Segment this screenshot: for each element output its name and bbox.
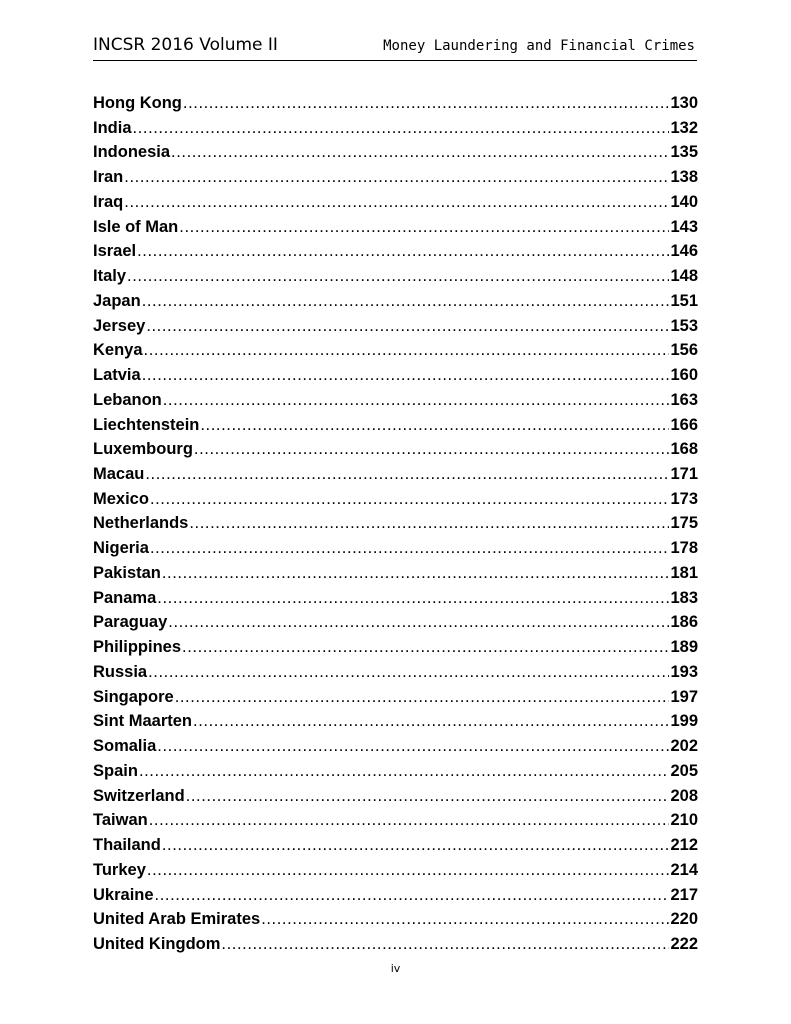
toc-dot-leader [124,167,669,187]
toc-entry-page: 205 [670,761,698,780]
toc-entry-page: 197 [670,687,698,706]
toc-entry-name: Latvia [93,366,141,385]
toc-entry-page: 163 [670,390,698,409]
toc-entry-name: Lebanon [93,390,162,409]
toc-dot-leader [145,464,669,484]
toc-entry-page: 166 [670,415,698,434]
toc-entry-page: 148 [670,267,698,286]
toc-entry-name: Spain [93,761,138,780]
toc-entry-page: 217 [670,885,698,904]
toc-entry[interactable] [93,241,698,266]
toc-entry-page: 181 [670,563,698,582]
toc-dot-leader [147,860,670,880]
toc-dot-leader [221,934,669,954]
toc-entry-name: Macau [93,465,145,484]
toc-dot-leader [193,711,669,731]
toc-entry-page: 151 [670,291,698,310]
toc-dot-leader [162,563,670,583]
toc-entry-page: 178 [670,539,698,558]
toc-entry-name: Philippines [93,638,182,657]
toc-dot-leader [261,909,669,929]
toc-entry-name: Switzerland [93,786,185,805]
toc-entry-name: Russia [93,662,148,681]
page-header [93,34,697,61]
toc-dot-leader [186,786,670,806]
toc-entry[interactable] [93,316,698,341]
toc-dot-leader [146,316,669,336]
toc-entry[interactable] [93,835,698,860]
toc-entry-name: United Kingdom [93,934,221,953]
toc-entry-page: 171 [670,465,698,484]
toc-entry-page: 193 [670,662,698,681]
toc-dot-leader [163,390,670,410]
toc-entry[interactable] [93,291,698,316]
toc-entry[interactable] [93,217,698,242]
toc-dot-leader [142,291,670,311]
toc-entry-page: 130 [670,94,698,112]
toc-entry[interactable] [93,439,698,464]
toc-entry[interactable] [93,340,698,365]
toc-dot-leader [175,687,670,707]
toc-entry[interactable] [93,934,698,959]
toc-entry[interactable] [93,192,698,217]
toc-entry[interactable] [93,810,698,835]
toc-entry-name: Indonesia [93,143,171,162]
header-section-title: Money Laundering and Financial Crimes [383,38,695,54]
toc-entry-name: Ukraine [93,885,154,904]
toc-entry-page: 199 [670,712,698,731]
toc-dot-leader [150,489,670,509]
toc-entry-name: Iraq [93,192,124,211]
toc-dot-leader [142,365,670,385]
toc-entry[interactable] [93,860,698,885]
toc-entry-name: Nigeria [93,539,149,558]
toc-entry-page: 156 [670,341,698,360]
toc-entry[interactable] [93,637,698,662]
toc-dot-leader [157,588,669,608]
toc-entry-page: 222 [670,934,698,953]
toc-entry-name: Iran [93,168,124,187]
toc-entry-page: 140 [670,192,698,211]
toc-dot-leader [171,142,669,162]
toc-entry-page: 202 [670,737,698,756]
toc-entry-name: Sint Maarten [93,712,193,731]
toc-entry[interactable] [93,266,698,291]
page-number: iv [390,962,401,975]
table-of-contents [93,93,698,959]
toc-entry-name: Somalia [93,737,157,756]
toc-entry-page: 175 [670,514,698,533]
toc-entry-name: Pakistan [93,563,161,582]
toc-entry[interactable] [93,513,698,538]
toc-entry-name: Panama [93,588,157,607]
header-report-title: INCSR 2016 Volume II [93,35,278,55]
toc-dot-leader [179,217,669,237]
toc-entry[interactable] [93,142,698,167]
toc-entry-name: Italy [93,267,127,286]
toc-entry-name: Kenya [93,341,143,360]
toc-entry-page: 212 [670,836,698,855]
toc-entry-name: Turkey [93,860,146,879]
toc-entry[interactable] [93,390,698,415]
toc-dot-leader [124,192,669,212]
toc-entry[interactable] [93,736,698,761]
toc-entry[interactable] [93,365,698,390]
toc-dot-leader [137,241,669,261]
toc-dot-leader [127,266,669,286]
toc-dot-leader [133,118,670,138]
toc-dot-leader [155,885,670,905]
toc-entry-page: 146 [670,242,698,261]
toc-entry[interactable] [93,885,698,910]
toc-entry[interactable] [93,118,698,143]
toc-entry-page: 173 [670,489,698,508]
toc-dot-leader [168,612,669,632]
toc-entry-page: 186 [670,613,698,632]
toc-entry-name: Israel [93,242,137,261]
toc-entry[interactable] [93,909,698,934]
toc-entry-name: Luxembourg [93,440,193,459]
toc-entry[interactable] [93,761,698,786]
toc-entry-name: Netherlands [93,514,189,533]
toc-dot-leader [149,810,670,830]
toc-entry[interactable] [93,489,698,514]
toc-dot-leader [148,662,669,682]
toc-entry-page: 189 [670,638,698,657]
toc-entry-page: 208 [670,786,698,805]
toc-entry-page: 168 [670,440,698,459]
toc-entry-name: United Arab Emirates [93,910,261,929]
toc-entry-name: Singapore [93,687,174,706]
toc-entry-page: 153 [670,316,698,335]
toc-entry[interactable] [93,538,698,563]
toc-entry[interactable] [93,167,698,192]
toc-entry-name: Hong Kong [93,94,182,112]
toc-entry[interactable] [93,415,698,440]
toc-dot-leader [157,736,669,756]
toc-entry[interactable] [93,464,698,489]
toc-entry-name: India [93,118,132,137]
toc-entry-page: 214 [670,860,698,879]
toc-entry[interactable] [93,786,698,811]
toc-entry-page: 183 [670,588,698,607]
toc-dot-leader [162,835,670,855]
toc-entry-name: Mexico [93,489,149,508]
toc-dot-leader [182,637,669,657]
toc-entry-name: Jersey [93,316,146,335]
toc-entry-page: 138 [670,168,698,187]
toc-entry-name: Japan [93,291,141,310]
toc-entry-name: Thailand [93,836,161,855]
toc-entry-name: Taiwan [93,811,148,830]
toc-entry[interactable] [93,563,698,588]
toc-entry[interactable] [93,687,698,712]
toc-dot-leader [183,93,670,113]
toc-entry-page: 132 [670,118,698,137]
toc-entry-name: Paraguay [93,613,168,632]
toc-entry[interactable] [93,612,698,637]
toc-entry[interactable] [93,711,698,736]
toc-entry-page: 210 [670,811,698,830]
toc-entry-page: 143 [670,217,698,236]
toc-dot-leader [150,538,670,558]
toc-entry-page: 220 [670,910,698,929]
toc-entry-page: 135 [670,143,698,162]
toc-entry[interactable] [93,588,698,613]
toc-entry[interactable] [93,93,698,118]
toc-dot-leader [139,761,670,781]
toc-dot-leader [194,439,670,459]
toc-dot-leader [189,513,669,533]
toc-entry-name: Liechtenstein [93,415,200,434]
toc-entry[interactable] [93,662,698,687]
toc-entry-page: 160 [670,366,698,385]
toc-dot-leader [144,340,670,360]
toc-entry-name: Isle of Man [93,217,179,236]
toc-dot-leader [200,415,669,435]
